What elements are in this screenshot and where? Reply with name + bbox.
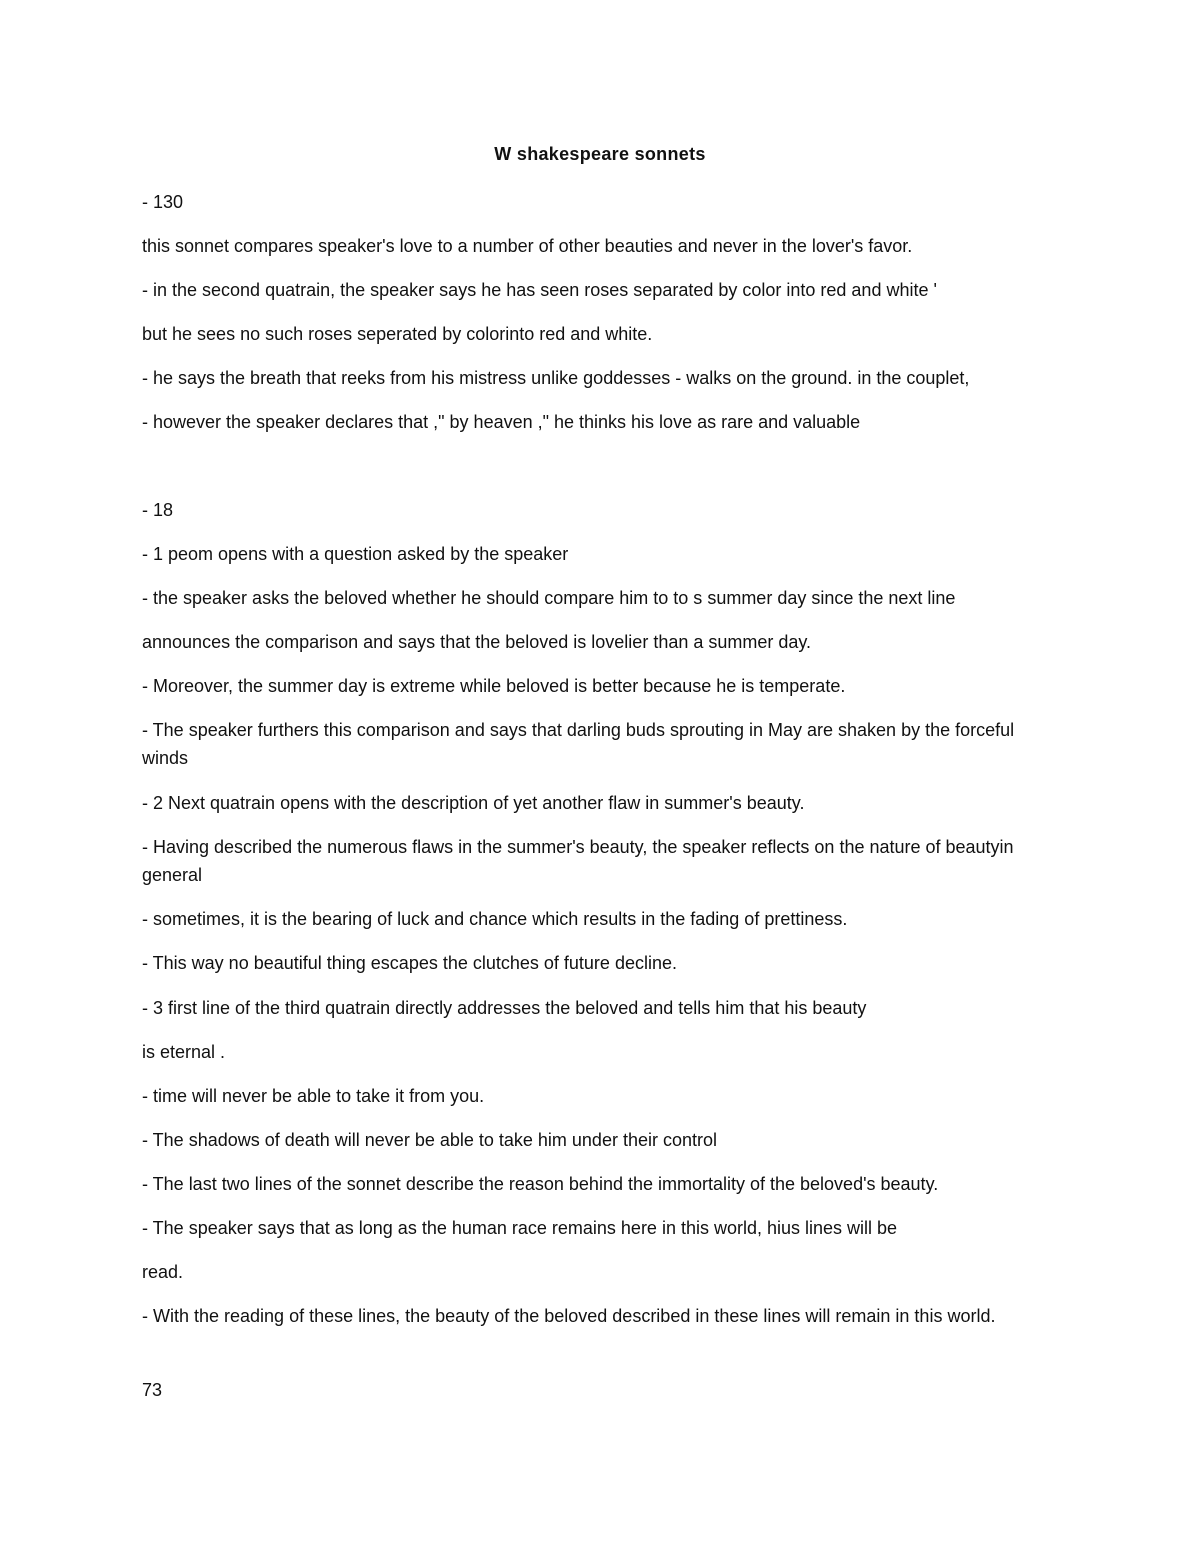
text-line: - With the reading of these lines, the beauty of the beloved described in these lines will remain in this world. (142, 1306, 996, 1326)
text-line: this sonnet compares speaker's love to a number of other beauties and never in the lover's favor. (142, 236, 913, 256)
text-line: read. (142, 1262, 184, 1282)
text-line: - time will never be able to take it from you. (142, 1086, 485, 1106)
text-line: - the speaker asks the beloved whether he should compare him to to s summer day since the next line (142, 588, 956, 608)
text-line: - The shadows of death will never be able to take him under their control (142, 1130, 717, 1150)
text-line: announces the comparison and says that the beloved is lovelier than a summer day. (142, 632, 812, 652)
section-number-130: - 130 (142, 192, 184, 212)
document-title: W shakespeare sonnets (494, 144, 706, 164)
text-line: but he sees no such roses seperated by colorinto red and white. (142, 324, 653, 344)
text-line: - 1 peom opens with a question asked by the speaker (142, 544, 569, 564)
text-line: - Moreover, the summer day is extreme while beloved is better because he is temperate. (142, 676, 846, 696)
text-line: - however the speaker declares that ," by heaven ," he thinks his love as rare and valuable (142, 412, 861, 432)
text-line: - This way no beautiful thing escapes the clutches of future decline. (142, 953, 677, 973)
text-line: is eternal . (142, 1042, 226, 1062)
section-number-18: - 18 (142, 500, 174, 520)
text-line: - Having described the numerous flaws in the summer's beauty, the speaker reflects on the nature of beautyin general (142, 837, 1014, 885)
text-line: - he says the breath that reeks from his mistress unlike goddesses - walks on the ground. in the couplet, (142, 368, 970, 388)
text-line: - The last two lines of the sonnet describe the reason behind the immortality of the beloved's beauty. (142, 1174, 939, 1194)
text-line: - The speaker furthers this comparison and says that darling buds sprouting in May are shaken by the forceful winds (142, 720, 1015, 768)
text-line: - 2 Next quatrain opens with the description of yet another flaw in summer's beauty. (142, 793, 805, 813)
section-number-73: 73 (142, 1380, 163, 1400)
text-line: - 3 first line of the third quatrain directly addresses the beloved and tells him that his beauty (142, 998, 867, 1018)
text-line: - sometimes, it is the bearing of luck and chance which results in the fading of prettiness. (142, 909, 848, 929)
text-line: - in the second quatrain, the speaker says he has seen roses separated by color into red and white ' (142, 280, 937, 300)
text-line: - The speaker says that as long as the human race remains here in this world, hius lines will be (142, 1218, 898, 1238)
